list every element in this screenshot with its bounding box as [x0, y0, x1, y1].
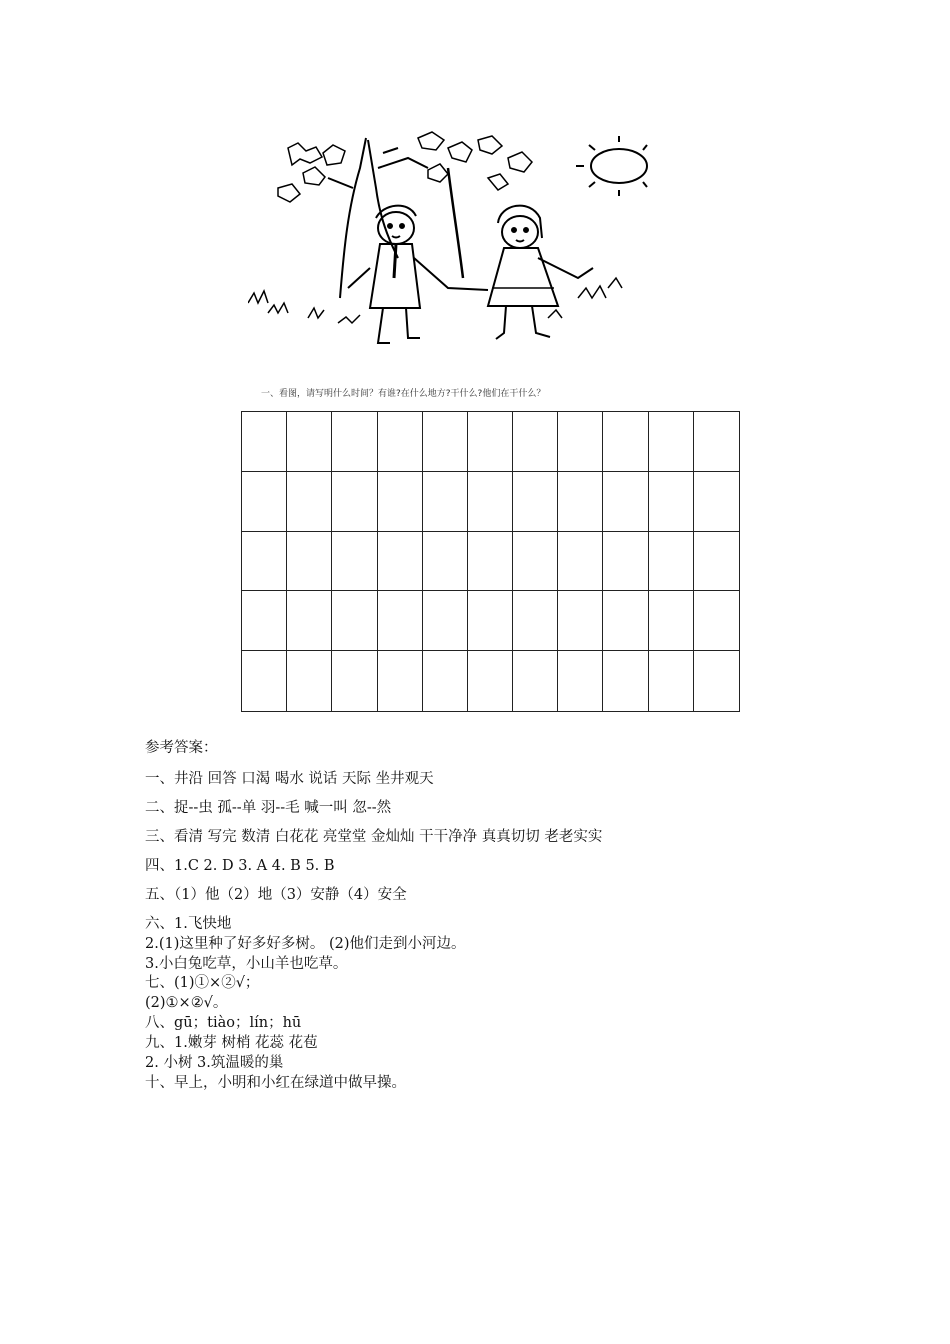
writing-grid [241, 411, 740, 712]
grid-cell [287, 472, 332, 532]
grid-cell [332, 591, 377, 651]
grid-cell [332, 472, 377, 532]
grid-cell [558, 651, 603, 711]
grid-cell [468, 532, 513, 592]
grid-cell [332, 412, 377, 472]
girl-figure-icon [488, 206, 593, 339]
grid-cell [378, 412, 423, 472]
answer-line-9: 七、(1)①×②√； [145, 975, 260, 991]
grid-cell [423, 591, 468, 651]
grid-cell [558, 412, 603, 472]
grid-cell [287, 412, 332, 472]
grid-cell [242, 412, 287, 472]
grid-cell [513, 591, 558, 651]
grid-cell [332, 532, 377, 592]
grid-cell [649, 651, 694, 711]
sun-icon [576, 136, 648, 196]
grid-cell [513, 532, 558, 592]
illustration-children-under-tree [248, 128, 648, 356]
grid-cell [468, 651, 513, 711]
grid-cell [603, 591, 648, 651]
grid-cell [513, 651, 558, 711]
grid-cell [513, 412, 558, 472]
grid-cell [423, 532, 468, 592]
grid-cell [649, 472, 694, 532]
grid-cell [694, 532, 739, 592]
grid-cell [287, 651, 332, 711]
answer-line-1: 一、井沿 回答 口渴 喝水 说话 天际 坐井观天 [145, 771, 434, 787]
answer-heading: 参考答案： [145, 740, 218, 756]
grid-cell [649, 412, 694, 472]
answer-line-11: 八、gū；tiào；lín；hū [145, 1015, 302, 1031]
answer-line-14: 十、早上，小明和小红在绿道中做早操。 [145, 1075, 406, 1091]
grid-cell [603, 472, 648, 532]
answer-line-3: 三、看清 写完 数清 白花花 亮堂堂 金灿灿 干干净净 真真切切 老老实实 [145, 829, 603, 845]
grid-cell [694, 651, 739, 711]
answer-line-13: 2. 小树 3.筑温暖的巢 [145, 1055, 284, 1071]
grass-icon [248, 278, 622, 323]
grid-cell [649, 532, 694, 592]
grid-cell [242, 472, 287, 532]
grid-cell [558, 591, 603, 651]
grid-cell [468, 472, 513, 532]
grid-cell [513, 472, 558, 532]
answer-line-7: 2.(1)这里种了好多好多树。 (2)他们走到小河边。 [145, 936, 466, 952]
grid-cell [423, 651, 468, 711]
question-prompt: 一、看图，请写明什么时间？有谁?在什么地方?干什么?他们在干什么？ [261, 389, 546, 399]
grid-cell [287, 591, 332, 651]
grid-cell [694, 472, 739, 532]
boy-figure-icon [348, 206, 488, 343]
grid-cell [649, 591, 694, 651]
grid-cell [603, 412, 648, 472]
grid-cell [378, 472, 423, 532]
grid-cell [378, 651, 423, 711]
answer-line-10: (2)①×②√。 [145, 995, 228, 1011]
grid-cell [242, 532, 287, 592]
grid-cell [242, 591, 287, 651]
answer-line-6: 六、1.飞快地 [145, 916, 232, 932]
answer-line-8: 3.小白兔吃草，小山羊也吃草。 [145, 956, 348, 972]
grid-cell [694, 591, 739, 651]
answer-line-4: 四、1.C 2. D 3. A 4. B 5. B [145, 858, 335, 874]
answer-line-5: 五、（1）他（2）地（3）安静（4）安全 [145, 887, 407, 903]
grid-cell [603, 532, 648, 592]
grid-cell [694, 412, 739, 472]
grid-cell [242, 651, 287, 711]
grid-cell [468, 412, 513, 472]
grid-cell [378, 591, 423, 651]
grid-cell [603, 651, 648, 711]
grid-cell [423, 472, 468, 532]
grid-cell [332, 651, 377, 711]
grid-cell [287, 532, 332, 592]
grid-cell [423, 412, 468, 472]
answer-line-2: 二、捉--虫 孤--单 羽--毛 喊一叫 忽--然 [145, 800, 392, 816]
answer-line-12: 九、1.嫩芽 树梢 花蕊 花苞 [145, 1035, 318, 1051]
grid-cell [558, 472, 603, 532]
grid-cell [378, 532, 423, 592]
grid-cell [558, 532, 603, 592]
grid-cell [468, 591, 513, 651]
